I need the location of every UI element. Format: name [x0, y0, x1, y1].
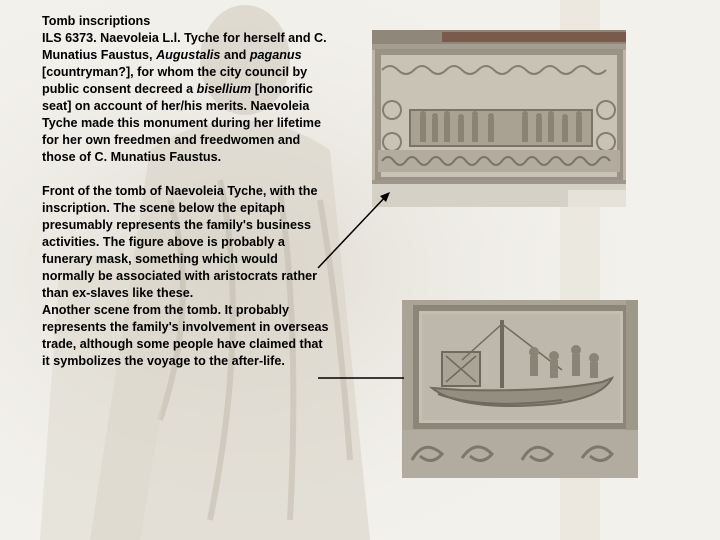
inscription-mid: [countryman?], for whom the city council by public consent decreed a	[42, 65, 308, 96]
text-column	[42, 13, 332, 370]
heading: Tomb inscriptions	[42, 14, 151, 28]
front-caption: Front of the tomb of Naevoleia Tyche, with the inscription. The scene below the epitaph presumably represents the family's business activities. The figure above is probably a funerary mask, something which would normally be associated with aristocrats rather than ex-slaves like these.	[42, 184, 318, 300]
tomb-front-photo	[372, 30, 626, 207]
inscription-ref: ILS 6373. Naevoleia L.l. Tyche for herself and C. Munatius Faustus,	[42, 31, 327, 62]
term-paganus: paganus	[249, 48, 302, 62]
inscription-end: [honorific seat] on account of her/his merits. Naevoleia Tyche made this monument during her lifetime for her own freedmen and freedwomen and those of C. Munatius Faustus.	[42, 82, 321, 164]
spacer	[42, 166, 332, 183]
term-bisellium: bisellium	[196, 82, 252, 96]
term-augustalis: Augustalis	[156, 48, 221, 62]
inscription-and: and	[220, 48, 250, 62]
ship-caption: Another scene from the tomb. It probably represents the family's involvement in overseas trade, although some people have claimed that it symbolizes the voyage to the after-life.	[42, 303, 329, 368]
ship-relief-photo	[402, 300, 638, 478]
inscription-paragraph	[42, 30, 332, 166]
